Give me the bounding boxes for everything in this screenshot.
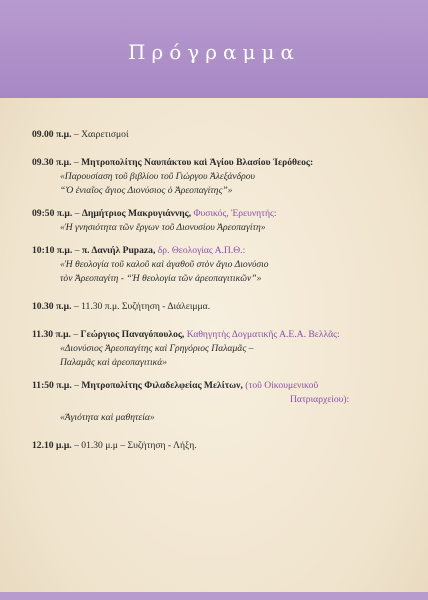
program-entry xyxy=(32,207,406,235)
entry-topic-line: «Ἡ γνησιότητα τῶν ἔργων τοῦ Διονυσίου Ἀρεοπαγίτη» xyxy=(60,222,266,233)
entry-role-continued: Πατριαρχείου): xyxy=(290,394,350,405)
entry-text: Χαιρετισμοί xyxy=(81,129,129,140)
program-entry xyxy=(32,300,406,314)
program-entry xyxy=(32,156,406,198)
entry-separator: – xyxy=(72,245,82,256)
entry-time: 11.30 π.μ. xyxy=(32,329,71,340)
entry-role: Καθηγητὴς Δογματικῆς Α.Ε.Α. Βελλᾶς: xyxy=(184,329,340,340)
program-entry xyxy=(32,128,406,142)
program-entry xyxy=(32,439,406,453)
program-entry xyxy=(32,328,406,370)
entry-separator: – xyxy=(72,208,82,219)
program-entry xyxy=(32,379,406,425)
entry-topic-line: «Διονύσιος Ἀρεοπαγίτης καὶ Γρηγόριος Παλαμᾶς – xyxy=(60,343,254,354)
entry-speaker: π. Δανιήλ Pupaza, xyxy=(81,245,156,256)
program-entry xyxy=(32,244,406,286)
footer-band xyxy=(0,592,428,600)
entry-separator: – xyxy=(70,329,81,340)
entry-topic-line: «Ἁγιότητα καὶ μαθητεία» xyxy=(60,412,155,423)
entry-separator: – xyxy=(71,301,82,312)
entry-separator: – xyxy=(71,440,82,451)
entry-speaker: Μητροπολίτης Φιλαδελφείας Μελίτων, xyxy=(81,380,243,391)
entry-speaker: Δημήτριος Μακρυγιάννης, xyxy=(81,208,192,219)
entry-topic-line: τὸν Ἀρεοπαγίτη - “Ἡ θεολογία τῶν ἀρεοπαγιτικῶν”» xyxy=(60,273,262,284)
page-title: Πρόγραμμα xyxy=(128,40,300,64)
entry-topic-line: «Παρουσίαση τοῦ βιβλίου τοῦ Γιώργου Ἀλεξάνδρου xyxy=(60,171,255,182)
entry-time: 10.30 π.μ. xyxy=(32,301,72,312)
entry-time: 12.10 μ.μ. xyxy=(32,440,72,451)
program-list xyxy=(32,128,406,462)
entry-separator: – xyxy=(71,157,82,168)
entry-time: 09.30 π.μ. xyxy=(32,157,72,168)
entry-topic-line: «Ἡ θεολογία τοῦ καλοῦ καὶ ἀγαθοῦ στὸν ἅγιο Διονύσιο xyxy=(60,259,269,270)
entry-text: 11.30 π.μ. Συζήτηση - Διάλειμμα. xyxy=(81,301,211,312)
entry-speaker: Γεώργιος Παναγόπουλος, xyxy=(80,329,185,340)
entry-text: 01.30 μ.μ – Συζήτηση - Λήξη. xyxy=(81,440,197,451)
entry-time: 11:50 π.μ. xyxy=(32,380,72,391)
entry-topic-line: “Ὁ ἑνιαῖος ἅγιος Διονύσιος ὁ Ἀρεοπαγίτης”» xyxy=(60,185,233,196)
entry-role: (τοῦ Οἰκουμενικοῦ xyxy=(242,380,319,391)
entry-topic-line: Παλαμᾶς καὶ ἀρεοπαγιτικά» xyxy=(60,357,168,368)
entry-separator: – xyxy=(71,380,82,391)
entry-role: δρ. Θεολογίας Α.Π.Θ.: xyxy=(155,245,246,256)
header-band xyxy=(0,0,428,98)
entry-role: Φυσικός, Ἐρευνητής: xyxy=(191,208,277,219)
entry-time: 09:50 π.μ. xyxy=(32,208,73,219)
entry-speaker: Μητροπολίτης Ναυπάκτου καὶ Ἁγίου Βλασίου Ἱερόθεος: xyxy=(81,157,314,168)
entry-time: 10:10 π.μ. xyxy=(32,245,73,256)
entry-time: 09.00 π.μ. xyxy=(32,129,72,140)
entry-separator: – xyxy=(71,129,82,140)
